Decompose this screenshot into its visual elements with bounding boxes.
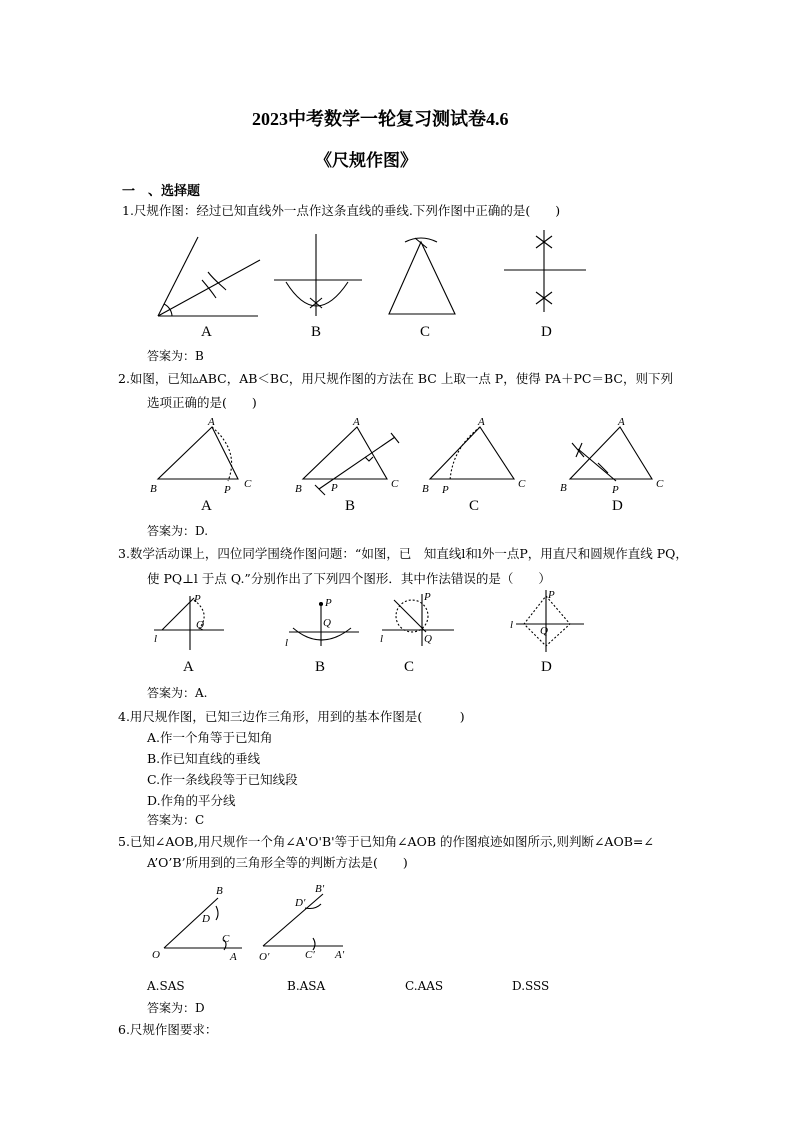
q2-figure-c: [422, 415, 532, 495]
q3-answer: 答案为：A.: [147, 686, 208, 700]
q2-label-b: B: [345, 498, 356, 514]
q5-figure-right: [255, 882, 355, 962]
q5-label-o: O: [152, 949, 160, 961]
q5-option-d: D.SSS: [512, 979, 550, 993]
q2-a-label-a: A: [208, 416, 215, 428]
q1-answer: 答案为：B: [147, 349, 204, 363]
q3-figure-c: [380, 588, 460, 653]
q3-b-label-p: P: [325, 597, 332, 609]
q5-figure-left: [150, 882, 250, 962]
question-1-text: 1.尺规作图：经过已知直线外一点作这条直线的垂线.下列作图中正确的是( ): [122, 203, 561, 218]
q5-option-a: A.SAS: [147, 979, 185, 993]
q3-a-label-q: Q: [196, 619, 204, 631]
q3-figure-d: [510, 586, 590, 656]
q2-b-label-a: A: [353, 416, 360, 428]
q5-label-c: C: [222, 933, 230, 945]
q2-a-label-b: B: [150, 483, 157, 495]
q5-option-b: B.ASA: [287, 979, 326, 993]
q2-label-d: D: [612, 498, 623, 514]
q2-c-label-c: C: [518, 478, 526, 490]
q2-c-label-a: A: [478, 416, 485, 428]
section-heading: 一 、选择题: [122, 184, 201, 199]
q2-d-label-a: A: [618, 416, 625, 428]
q2-b-label-b: B: [295, 483, 302, 495]
q2-a-label-p: P: [224, 484, 231, 496]
q1-label-b: B: [311, 324, 322, 340]
q3-d-label-q: Q: [540, 625, 548, 637]
question-5-line-2: A’O’B’所用到的三角形全等的判断方法是( ): [147, 855, 408, 870]
q3-c-label-l: l: [380, 633, 384, 645]
q5-label-b: B: [216, 885, 223, 897]
q2-c-label-p: P: [442, 484, 449, 496]
q4-option-c: C.作一条线段等于已知线段: [147, 772, 298, 787]
question-3-line-1: 3.数学活动课上，四位同学围绕作图问题：“如图，已 知直线l和l外一点P，用直尺和圆规作直线 PQ，: [118, 546, 688, 561]
q2-figure-d: [558, 415, 673, 495]
question-4-text: 4.用尺规作图，已知三边作三角形，用到的基本作图是( ): [118, 709, 465, 724]
q2-figure-b: [295, 415, 410, 495]
q2-d-label-p: P: [612, 484, 619, 496]
q2-c-label-b: B: [422, 483, 429, 495]
q1-figure-a: [150, 232, 270, 322]
q5-option-c: C.AAS: [405, 979, 444, 993]
q2-b-label-c: C: [391, 478, 399, 490]
q1-label-a: A: [201, 324, 212, 340]
q4-option-d: D.作角的平分线: [147, 793, 236, 808]
q3-label-a: A: [183, 659, 194, 675]
question-2-line-2: 选项正确的是( ): [147, 395, 257, 410]
q3-label-c: C: [404, 659, 415, 675]
q5-label-a-prime: A′: [335, 949, 345, 961]
question-2-line-1: 2.如图，已知▵ABC，AB＜BC，用尺规作图的方法在 BC 上取一点 P，使得 PA＋PC＝BC，则下列: [118, 371, 673, 386]
q3-d-label-p: P: [548, 589, 555, 601]
q5-label-a: A: [230, 951, 237, 963]
q3-label-d: D: [541, 659, 552, 675]
q1-figure-d: [500, 228, 590, 318]
q3-c-label-p: P: [424, 591, 431, 603]
q4-option-a: A.作一个角等于已知角: [147, 730, 273, 745]
q3-b-label-l: l: [285, 637, 289, 649]
q1-label-d: D: [541, 324, 552, 340]
q3-b-label-q: Q: [323, 617, 331, 629]
q1-figure-c: [385, 232, 465, 322]
q5-label-b-prime: B′: [315, 883, 325, 895]
page-subtitle: 《尺规作图》: [315, 151, 417, 171]
q1-label-c: C: [420, 324, 431, 340]
question-5-line-1: 5.已知∠AOB,用尺规作一个角∠A'O'B'等于已知角∠AOB 的作图痕迹如图所示,则判断∠AOB=∠: [118, 834, 654, 849]
page-title: 2023中考数学一轮复习测试卷4.6: [252, 109, 509, 129]
q3-a-label-p: P: [194, 593, 201, 605]
q5-label-d-prime: D′: [295, 897, 306, 909]
q2-d-label-c: C: [656, 478, 664, 490]
q3-figure-b: [285, 592, 365, 652]
q2-label-c: C: [469, 498, 480, 514]
q3-figure-a: [150, 590, 230, 655]
q2-d-label-b: B: [560, 482, 567, 494]
q2-a-label-c: C: [244, 478, 252, 490]
q3-label-b: B: [315, 659, 326, 675]
q2-b-label-p: P: [331, 482, 338, 494]
q3-c-label-q: Q: [424, 633, 432, 645]
q3-d-label-l: l: [510, 619, 514, 631]
q5-label-c-prime: C′: [305, 949, 315, 961]
q2-label-a: A: [201, 498, 212, 514]
q2-figure-a: [150, 415, 260, 495]
question-3-line-2: 使 PQ⊥l 于点 Q.”分别作出了下列四个图形．其中作法错误的是（ ）: [147, 571, 551, 586]
q5-label-o-prime: O′: [259, 951, 270, 963]
q3-a-label-l: l: [154, 633, 158, 645]
q2-answer: 答案为：D.: [147, 524, 209, 538]
q5-label-d: D: [202, 913, 210, 925]
q4-answer: 答案为：C: [147, 813, 205, 827]
q1-figure-b: [272, 232, 367, 322]
q5-answer: 答案为：D: [147, 1001, 205, 1015]
q4-option-b: B.作已知直线的垂线: [147, 751, 261, 766]
question-6-text: 6.尺规作图要求：: [118, 1022, 218, 1037]
